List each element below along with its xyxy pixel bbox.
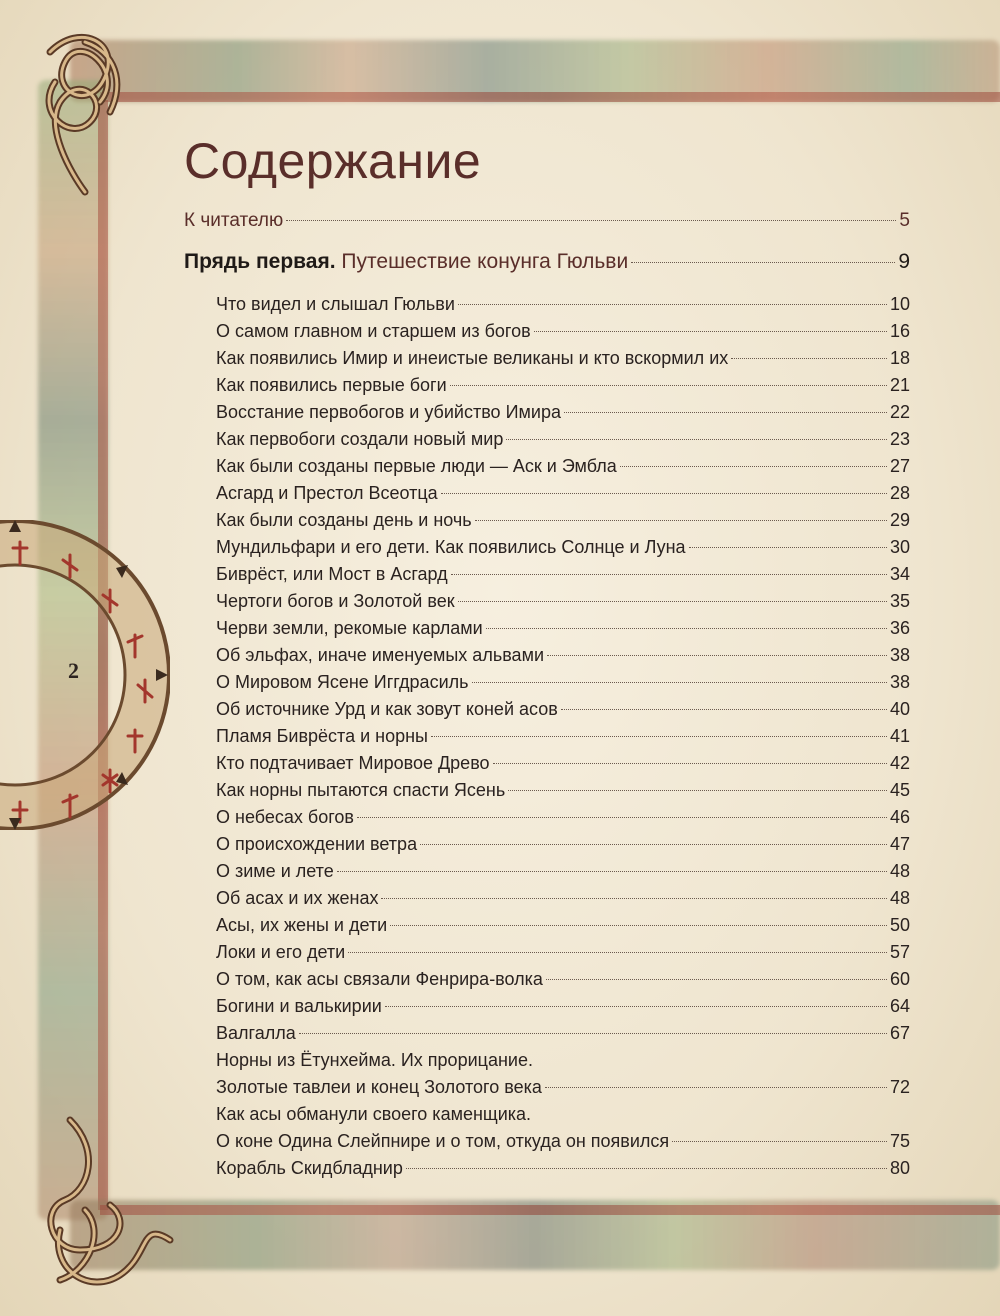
toc-chapter-row[interactable] <box>216 915 910 942</box>
toc-chapter-row[interactable] <box>216 726 910 753</box>
leader-dots <box>564 412 887 413</box>
toc-chapter-row[interactable] <box>216 618 910 645</box>
toc-chapter-row[interactable] <box>216 429 910 456</box>
toc-chapter-label: Богини и валькирии <box>216 996 382 1016</box>
leader-dots <box>381 898 887 899</box>
toc-chapter-page: 60 <box>889 969 910 989</box>
toc-chapter-page: 22 <box>889 402 910 422</box>
toc-chapter-row[interactable] <box>216 942 910 969</box>
page-title: Содержание <box>184 133 482 189</box>
toc-chapter-label: Черви земли, рекомые карлами <box>216 618 483 638</box>
toc-chapter-page: 48 <box>889 888 910 908</box>
toc-chapter-page: 38 <box>889 672 910 692</box>
toc-chapter-row[interactable] <box>216 294 910 321</box>
toc-chapter-label: Как были созданы день и ночь <box>216 510 472 530</box>
leader-dots <box>451 574 887 575</box>
toc-chapter-label: Асы, их жены и дети <box>216 915 388 935</box>
toc-chapter-row[interactable] <box>216 1104 910 1131</box>
toc-chapter-label: Об эльфах, иначе именуемых альвами <box>216 645 544 665</box>
toc-chapter-row[interactable] <box>216 483 910 510</box>
toc-chapter-page: 67 <box>889 1023 910 1043</box>
page-number: 2 <box>68 658 79 683</box>
toc-chapter-page: 18 <box>889 348 910 368</box>
toc-chapter-page: 50 <box>889 915 910 935</box>
table-of-contents <box>184 210 910 1185</box>
toc-chapter-row[interactable] <box>216 1131 910 1158</box>
toc-entry-label: К читателю <box>184 210 284 231</box>
toc-chapter-row[interactable] <box>216 672 910 699</box>
leader-dots <box>286 220 896 221</box>
toc-chapter-label: Об источнике Урд и как зовут коней асов <box>216 699 558 719</box>
toc-chapter-label: Об асах и их женах <box>216 888 379 908</box>
toc-chapter-label: Восстание первобогов и убийство Имира <box>216 402 561 422</box>
toc-chapter-row[interactable] <box>216 591 910 618</box>
toc-chapter-page: 23 <box>889 429 910 449</box>
leader-dots <box>337 871 887 872</box>
leader-dots <box>472 682 887 683</box>
toc-chapter-label: О самом главном и старшем из богов <box>216 321 531 341</box>
leader-dots <box>631 262 895 263</box>
leader-dots <box>299 1033 887 1034</box>
toc-intro-row[interactable] <box>184 210 910 246</box>
toc-chapter-row[interactable] <box>216 699 910 726</box>
leader-dots <box>406 1168 887 1169</box>
toc-chapter-page: 42 <box>889 753 910 773</box>
toc-chapter-row[interactable] <box>216 348 910 375</box>
toc-chapter-row[interactable] <box>216 402 910 429</box>
toc-chapter-row[interactable] <box>216 969 910 996</box>
leader-dots <box>348 952 887 953</box>
toc-chapter-label: О небесах богов <box>216 807 354 827</box>
toc-chapter-row[interactable] <box>216 807 910 834</box>
toc-part-page: 9 <box>898 250 910 273</box>
toc-chapter-page: 30 <box>889 537 910 557</box>
toc-chapter-row[interactable] <box>216 537 910 564</box>
toc-chapter-page: 27 <box>889 456 910 476</box>
leader-dots <box>546 979 887 980</box>
toc-chapter-row[interactable] <box>216 1077 910 1104</box>
toc-chapter-label: Чертоги богов и Золотой век <box>216 591 455 611</box>
leader-dots <box>475 520 887 521</box>
toc-chapter-page: 16 <box>889 321 910 341</box>
toc-entry-page: 5 <box>899 210 910 231</box>
toc-chapter-label: Как первобоги создали новый мир <box>216 429 504 449</box>
toc-chapter-label: Как норны пытаются спасти Ясень <box>216 780 506 800</box>
leader-dots <box>689 547 887 548</box>
toc-chapter-row[interactable] <box>216 321 910 348</box>
toc-chapter-label: Асгард и Престол Всеотца <box>216 483 438 503</box>
toc-chapter-row[interactable] <box>216 861 910 888</box>
toc-chapter-row[interactable] <box>216 564 910 591</box>
toc-chapter-label: Норны из Ётунхейма. Их прорицание. <box>216 1050 533 1070</box>
toc-chapter-page: 45 <box>889 780 910 800</box>
rune-ring-icon <box>0 520 170 830</box>
leader-dots <box>561 709 887 710</box>
toc-chapter-label: Биврёст, или Мост в Асгард <box>216 564 448 584</box>
toc-chapter-row[interactable] <box>216 510 910 537</box>
leader-dots <box>506 439 887 440</box>
toc-chapter-page: 57 <box>889 942 910 962</box>
toc-chapter-label: Как асы обманули своего каменщика. <box>216 1104 532 1124</box>
toc-chapter-page: 38 <box>889 645 910 665</box>
toc-chapter-page: 48 <box>889 861 910 881</box>
toc-chapter-page: 75 <box>889 1131 910 1151</box>
toc-chapter-label: Мундильфари и его дети. Как появились Солнце и Луна <box>216 537 686 557</box>
leader-dots <box>672 1141 887 1142</box>
toc-part-row[interactable] <box>184 250 910 290</box>
leader-dots <box>508 790 887 791</box>
toc-chapter-label: Как появились Имир и инеистые великаны и кто вскормил их <box>216 348 729 368</box>
toc-chapter-row[interactable] <box>216 780 910 807</box>
toc-chapter-row[interactable] <box>216 1158 910 1185</box>
toc-chapter-label: Корабль Скидбладнир <box>216 1158 403 1178</box>
toc-chapter-page: 40 <box>889 699 910 719</box>
toc-part-label <box>184 250 628 274</box>
toc-chapter-page: 72 <box>889 1077 910 1097</box>
toc-chapter-label: Как появились первые боги <box>216 375 447 395</box>
toc-chapter-row[interactable] <box>216 645 910 672</box>
toc-chapter-row[interactable] <box>216 753 910 780</box>
toc-chapter-label: Как были созданы первые люди — Аск и Эмбла <box>216 456 617 476</box>
leader-dots <box>534 331 887 332</box>
leader-dots <box>390 925 887 926</box>
toc-chapter-row[interactable] <box>216 888 910 915</box>
leader-dots <box>458 601 887 602</box>
toc-chapter-label: Пламя Биврёста и норны <box>216 726 428 746</box>
leader-dots <box>385 1006 887 1007</box>
toc-chapter-page: 64 <box>889 996 910 1016</box>
toc-chapter-label: Кто подтачивает Мировое Древо <box>216 753 490 773</box>
toc-chapter-label: Что видел и слышал Гюльви <box>216 294 455 314</box>
toc-chapter-list <box>216 294 910 1185</box>
leader-dots <box>486 628 887 629</box>
leader-dots <box>357 817 887 818</box>
leader-dots <box>545 1087 887 1088</box>
leader-dots <box>458 304 887 305</box>
toc-chapter-label: Золотые тавлеи и конец Золотого века <box>216 1077 542 1097</box>
leader-dots <box>620 466 887 467</box>
frame-bottom-line <box>100 1205 1000 1215</box>
toc-part-lead: Прядь первая. <box>184 250 336 273</box>
toc-chapter-page: 46 <box>889 807 910 827</box>
toc-chapter-row[interactable] <box>216 834 910 861</box>
leader-dots <box>450 385 887 386</box>
frame-top-line <box>100 92 1000 102</box>
toc-chapter-page: 36 <box>889 618 910 638</box>
leader-dots <box>547 655 887 656</box>
toc-chapter-page: 21 <box>889 375 910 395</box>
toc-chapter-label: О Мировом Ясене Иггдрасиль <box>216 672 469 692</box>
toc-chapter-page: 35 <box>889 591 910 611</box>
leader-dots <box>420 844 887 845</box>
toc-chapter-page: 41 <box>889 726 910 746</box>
toc-chapter-page: 28 <box>889 483 910 503</box>
leader-dots <box>441 493 887 494</box>
toc-chapter-page: 34 <box>889 564 910 584</box>
toc-chapter-row[interactable] <box>216 456 910 483</box>
toc-chapter-label: Локи и его дети <box>216 942 346 962</box>
toc-chapter-label: О коне Одина Слейпнире и о том, откуда он появился <box>216 1131 670 1151</box>
toc-chapter-row[interactable] <box>216 996 910 1023</box>
toc-chapter-label: О зиме и лете <box>216 861 334 881</box>
toc-chapter-row[interactable] <box>216 1050 910 1077</box>
leader-dots <box>731 358 887 359</box>
toc-chapter-row[interactable] <box>216 375 910 402</box>
leader-dots <box>493 763 887 764</box>
toc-chapter-page: 10 <box>889 294 910 314</box>
toc-chapter-label: О происхождении ветра <box>216 834 418 854</box>
toc-chapter-page: 47 <box>889 834 910 854</box>
celtic-knot-icon <box>30 1110 180 1300</box>
toc-chapter-row[interactable] <box>216 1023 910 1050</box>
toc-chapter-page: 80 <box>889 1158 910 1178</box>
toc-chapter-label: О том, как асы связали Фенрира-волка <box>216 969 543 989</box>
leader-dots <box>431 736 887 737</box>
toc-chapter-label: Валгалла <box>216 1023 296 1043</box>
toc-chapter-page: 29 <box>889 510 910 530</box>
toc-part-title: Путешествие конунга Гюльви <box>341 250 629 273</box>
celtic-knot-icon <box>30 22 140 202</box>
